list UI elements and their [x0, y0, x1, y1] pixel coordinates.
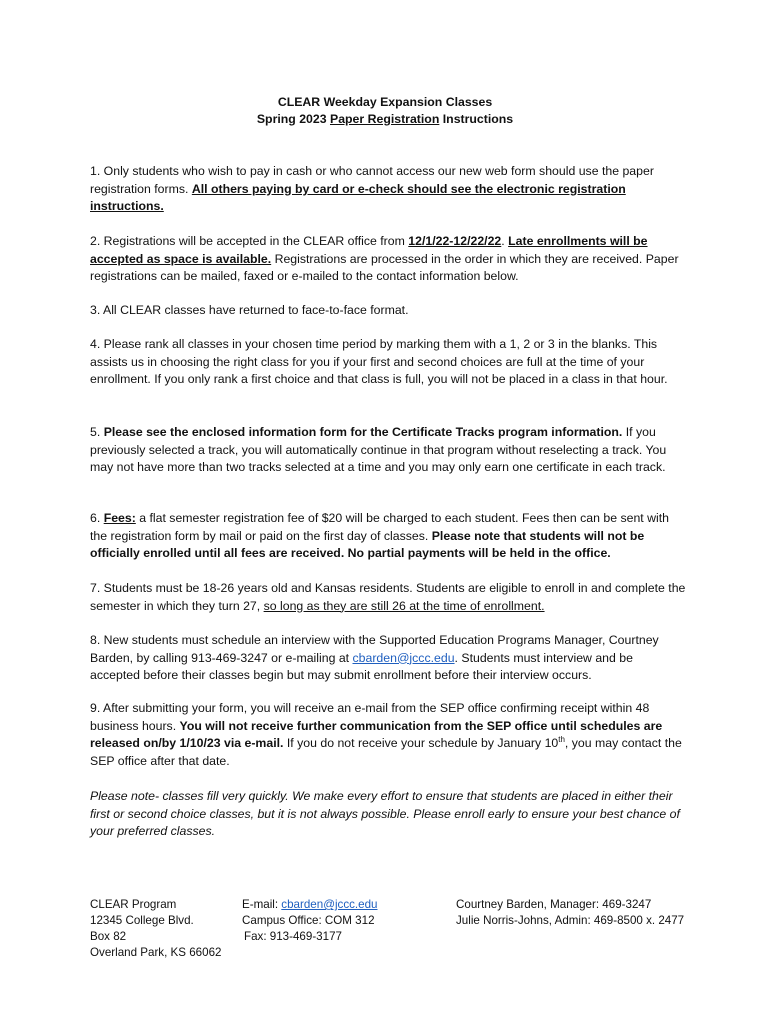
item-8: 8. New students must schedule an interview with the Supported Education Programs Manager, Courtney Barden, by calling 913-469-3247 or e-mailing at cbarden@jccc.edu. Students must interview and be accepted before their classes begin but may submit enrollment before their interview occurs. — [90, 633, 659, 683]
item-4: 4. Please rank all classes in your chosen time period by marking them with a 1, 2 or 3 in the blanks. This assists us in choosing the right class for you if your first and second choices are full at the time of your enrollment. If you only rank a first choice and that class is full, you will not be placed in a class in that hour. — [90, 337, 668, 387]
item-6: 6. Fees: a flat semester registration fee of $20 will be charged to each student. Fees then can be sent with the registration form by mail or paid on the first day of classes. Please note that students will not be officially enrolled until all fees are received. No partial payments will be held in the office. — [90, 511, 669, 561]
title-line-2: Spring 2023 Paper Registration Instructions — [256, 112, 514, 126]
item-2: 2. Registrations will be accepted in the CLEAR office from 12/1/22-12/22/22. Late enrollments will be accepted as space is available. Registrations are processed in the order in which they are received. Paper registrations can be mailed, faxed or e-mailed to the contact information below. — [90, 234, 679, 284]
footer-email-link[interactable]: cbarden@jccc.edu — [281, 898, 378, 911]
footer-contact: E-mail: cbarden@jccc.edu Campus Office: COM 312 Fax: 913-469-3177 — [242, 898, 378, 943]
item-9: 9. After submitting your form, you will receive an e-mail from the SEP office confirming receipt within 48 business hours. You will not receive further communication from the SEP office until schedules are released on/by 1/10/23 via e-mail. If you do not receive your schedule by January 10th, you may contact the SEP office after that date. — [90, 701, 682, 768]
note-paragraph: Please note- classes fill very quickly. We make every effort to ensure that students are placed in either their first or second choice classes, but it is not always possible. Please enroll early to ensure your best chance of your preferred classes. — [90, 789, 680, 839]
footer-staff: Courtney Barden, Manager: 469-3247 Julie Norris-Johns, Admin: 469-8500 x. 2477 — [456, 898, 685, 927]
item-1: 1. Only students who wish to pay in cash or who cannot access our new web form should use the paper registration forms. All others paying by card or e-check should see the electronic registration instructions. — [90, 164, 654, 214]
item-3: 3. All CLEAR classes have returned to face-to-face format. — [90, 303, 409, 317]
email-link[interactable]: cbarden@jccc.edu — [352, 650, 455, 665]
footer-address: CLEAR Program 12345 College Blvd. Box 82 Overland Park, KS 66062 — [90, 898, 222, 959]
title-line-1: CLEAR Weekday Expansion Classes — [277, 95, 493, 109]
registration-dates: 12/1/22-12/22/22 — [408, 234, 502, 248]
item-7: 7. Students must be 18-26 years old and Kansas residents. Students are eligible to enroll in and complete the semester in which they turn 27, so long as they are still 26 at the time of enrollment. — [90, 581, 686, 613]
fees-label: Fees: — [103, 511, 136, 525]
item-5: 5. Please see the enclosed information form for the Certificate Tracks program information. If you previously selected a track, you will automatically continue in that program without reselecting a track. You may not have more than two tracks selected at a time and you may only earn one certificate in each track. — [90, 425, 667, 475]
